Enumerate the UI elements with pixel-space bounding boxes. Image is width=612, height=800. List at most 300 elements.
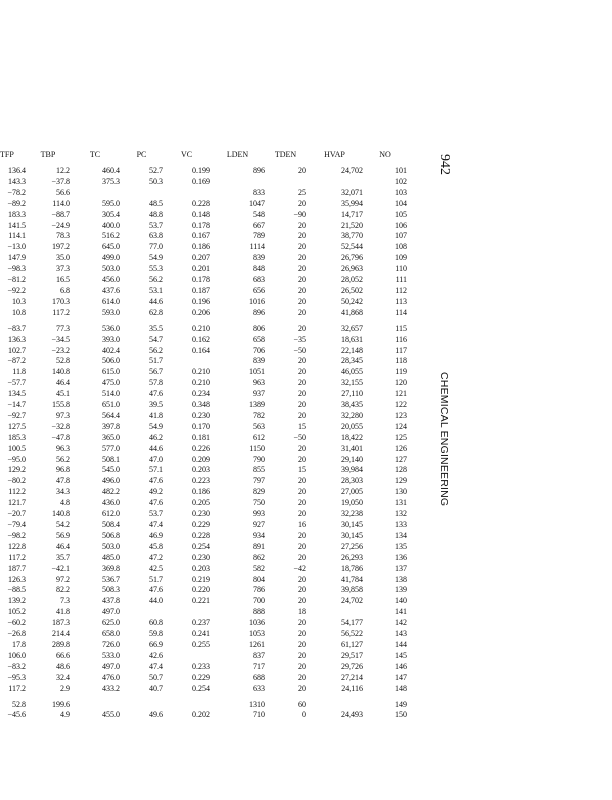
table-cell-no: 147	[395, 672, 407, 682]
table-cell-no: 123	[395, 410, 407, 420]
table-cell-tden: 0	[302, 710, 306, 720]
table-cell-tden: 20	[298, 275, 306, 285]
table-cell-tden: 20	[298, 285, 306, 295]
table-cell-tden: 20	[298, 683, 306, 693]
table-cell-tden: 15	[298, 465, 306, 475]
table-cell-tfp: 114.1	[8, 231, 26, 241]
table-cell-vc	[163, 700, 210, 711]
table-cell-lden: 804	[253, 574, 265, 584]
table-cell-pc: 47.4	[149, 661, 163, 671]
table-cell-lden: 806	[253, 323, 265, 333]
table-cell-tbp: 6.8	[60, 285, 70, 295]
table-row	[0, 335, 407, 346]
table-cell-tbp: 35.7	[56, 552, 70, 562]
table-cell-tc: 516.2	[102, 231, 120, 241]
table-cell-tden: 20	[298, 585, 306, 595]
table-row	[0, 607, 407, 618]
table-cell-tden: 20	[298, 574, 306, 584]
table-cell-lden: 548	[253, 209, 265, 219]
table-cell-no: 136	[395, 552, 407, 562]
table-cell-tfp: −88.5	[7, 585, 26, 595]
table-row	[0, 264, 407, 275]
table-cell-no: 144	[395, 639, 407, 649]
table-cell-no: 124	[395, 421, 407, 431]
table-cell-vc: 0.229	[192, 520, 210, 529]
table-cell-tfp: −83.2	[7, 661, 26, 671]
table-cell-hvap: 46,055	[341, 367, 363, 377]
table-cell-lden: 937	[253, 389, 265, 399]
table-cell-tden: 20	[298, 639, 306, 649]
table-cell-hvap: 22,148	[341, 345, 363, 355]
table-cell-vc: 0.167	[192, 231, 210, 241]
table-cell-no: 130	[395, 487, 407, 497]
table-cell-tbp: 66.6	[56, 650, 70, 660]
table-row	[0, 651, 407, 662]
table-row	[0, 188, 407, 199]
table-cell-vc: 0.201	[192, 264, 210, 274]
table-cell-pc: 63.8	[149, 231, 163, 241]
table-cell-pc: 40.7	[149, 683, 163, 693]
table-cell-hvap: 39,858	[341, 585, 363, 595]
table-row	[0, 585, 407, 596]
table-cell-tden: 20	[298, 530, 306, 540]
table-cell-tbp: 77.3	[56, 323, 70, 333]
table-cell-tbp: 7.3	[60, 596, 70, 606]
table-cell-vc: 0.196	[192, 296, 210, 306]
table-cell-no: 125	[395, 432, 407, 442]
table-cell-hvap: 31,401	[341, 443, 363, 453]
table-cell-tbp: −37.8	[51, 176, 70, 186]
table-cell-tfp: 121.7	[8, 498, 26, 508]
table-cell-pc: 44.6	[149, 443, 163, 453]
table-cell-no: 117	[395, 345, 407, 355]
table-cell-tfp: 10.3	[12, 296, 26, 306]
table-row	[0, 640, 407, 651]
table-cell-tfp: 52.8	[12, 699, 26, 709]
table-cell-hvap: 39,984	[341, 465, 363, 475]
table-cell-no: 109	[395, 253, 407, 263]
table-cell-hvap: 56,522	[341, 629, 363, 639]
table-cell-lden: 717	[253, 661, 265, 671]
table-row	[0, 286, 407, 297]
table-cell-tc: 305.4	[102, 209, 120, 219]
table-cell-pc: 51.7	[149, 574, 163, 584]
table-cell-tden: 20	[298, 672, 306, 682]
table-cell-tfp: 185.3	[8, 432, 26, 442]
table-cell-vc: 0.209	[192, 454, 210, 464]
table-cell-tc: 508.1	[102, 454, 120, 464]
table-cell-tfp: 100.5	[8, 443, 26, 453]
table-cell-tfp: 17.8	[12, 639, 26, 649]
table-cell-hvap: 26,963	[341, 264, 363, 274]
table-row	[0, 520, 407, 531]
table-cell-tden: 20	[298, 618, 306, 628]
table-row	[0, 433, 407, 444]
table-cell-tc: 433.2	[102, 683, 120, 693]
table-row	[0, 389, 407, 400]
table-cell-hvap: 50,242	[341, 296, 363, 306]
table-cell-hvap: 24,493	[341, 710, 363, 720]
table-cell-tc: 497.0	[102, 661, 120, 671]
table-cell-no: 137	[395, 563, 407, 573]
table-cell-vc	[163, 188, 210, 199]
table-cell-tbp: 289.8	[52, 639, 70, 649]
table-cell-vc: 0.230	[192, 410, 210, 420]
table-cell-tden: 20	[298, 410, 306, 420]
table-row	[0, 242, 407, 253]
table-cell-no: 146	[395, 661, 407, 671]
table-cell-no: 142	[395, 618, 407, 628]
table-cell-pc: 53.7	[149, 220, 163, 230]
table-cell-tfp: −92.7	[7, 410, 26, 420]
table-cell-lden: 782	[253, 410, 265, 420]
table-cell-hvap: 32,071	[341, 187, 363, 197]
table-cell-tfp: 105.2	[8, 607, 26, 617]
table-cell-lden: 1261	[249, 639, 265, 649]
table-cell-tfp: −98.3	[7, 264, 26, 274]
table-cell-pc: 54.9	[149, 253, 163, 263]
table-cell-lden: 706	[253, 345, 265, 355]
table-cell-hvap: 18,422	[341, 432, 363, 442]
table-cell-hvap: 38,435	[341, 400, 363, 410]
table-row	[0, 253, 407, 264]
table-cell-no: 139	[395, 585, 407, 595]
table-cell-tc: 482.2	[102, 487, 120, 497]
table-cell-tden: 20	[298, 498, 306, 508]
table-cell-tden: −50	[293, 345, 306, 355]
table-cell-tc: 645.0	[102, 242, 120, 252]
table-cell-vc: 0.162	[192, 334, 210, 344]
table-cell-tbp: 52.8	[56, 356, 70, 366]
table-cell-vc: 0.230	[192, 552, 210, 562]
table-cell-pc: 50.7	[149, 672, 163, 682]
table-cell-tbp: 187.3	[52, 618, 70, 628]
table-cell-tc: 476.0	[102, 672, 120, 682]
table-cell-hvap: 28,345	[341, 356, 363, 366]
table-cell-pc: 44.6	[149, 296, 163, 306]
table-cell-tc: 485.0	[102, 552, 120, 562]
table-cell-tden: −90	[293, 209, 306, 219]
table-row	[0, 199, 407, 210]
table-cell-lden: 667	[253, 220, 265, 230]
table-cell-tfp: 187.7	[8, 563, 26, 573]
table-cell-vc: 0.210	[192, 367, 210, 377]
table-cell-tden: 20	[298, 629, 306, 639]
table-cell-tfp: −26.8	[7, 629, 26, 639]
table-cell-pc: 46.9	[149, 530, 163, 540]
table-cell-tc: 437.8	[102, 596, 120, 606]
table-cell-tfp: −80.2	[7, 476, 26, 486]
table-cell-tden: 25	[298, 187, 306, 197]
table-cell-tc: 595.0	[102, 198, 120, 208]
table-row	[0, 509, 407, 520]
table-cell-pc: 57.8	[149, 378, 163, 388]
table-cell-tfp: −87.2	[7, 356, 26, 366]
table-cell-tfp: 141.5	[8, 220, 26, 230]
table-cell-hvap: 19,050	[341, 498, 363, 508]
table-cell-tden: 20	[298, 389, 306, 399]
table-cell-hvap: 28,303	[341, 476, 363, 486]
table-cell-lden: 993	[253, 509, 265, 519]
table-cell-tbp: 16.5	[56, 275, 70, 285]
table-cell-lden: 963	[253, 378, 265, 388]
table-cell-tden: 20	[298, 454, 306, 464]
table-cell-tc: 436.0	[102, 498, 120, 508]
table-cell-tc: 545.0	[102, 465, 120, 475]
table-cell-vc: 0.223	[192, 476, 210, 486]
table-cell-tden: 15	[298, 421, 306, 431]
table-cell-tfp: 136.3	[8, 334, 26, 344]
table-cell-tden: 20	[298, 166, 306, 175]
table-cell-tbp: 45.1	[56, 389, 70, 399]
table-cell-tbp: 97.3	[56, 410, 70, 420]
table-cell-tbp: 46.4	[56, 541, 70, 551]
table-cell-pc: 66.9	[149, 639, 163, 649]
table-cell-vc: 0.229	[192, 672, 210, 682]
table-cell-no: 114	[395, 307, 407, 317]
table-cell-tc	[70, 700, 120, 711]
table-cell-pc: 45.8	[149, 541, 163, 551]
table-cell-vc: 0.255	[192, 639, 210, 649]
table-row	[0, 542, 407, 553]
table-cell-tden: 20	[298, 552, 306, 562]
table-cell-tc: 514.0	[102, 389, 120, 399]
table-cell-tden: 20	[298, 220, 306, 230]
table-cell-pc: 56.2	[149, 275, 163, 285]
table-cell-pc: 47.2	[149, 552, 163, 562]
table-cell-hvap: 27,256	[341, 541, 363, 551]
table-cell-lden: 829	[253, 487, 265, 497]
table-cell-tden: 20	[298, 264, 306, 274]
table-row	[0, 465, 407, 476]
table-cell-lden: 837	[253, 650, 265, 660]
table-cell-hvap: 20,055	[341, 421, 363, 431]
table-row	[0, 618, 407, 629]
table-cell-hvap: 32,657	[341, 323, 363, 333]
table-cell-lden: 848	[253, 264, 265, 274]
table-cell-no: 140	[395, 596, 407, 606]
table-cell-lden: 1053	[249, 629, 265, 639]
table-cell-no: 126	[395, 443, 407, 453]
table-cell-tbp: 199.6	[52, 699, 70, 709]
table-cell-vc: 0.230	[192, 509, 210, 519]
table-cell-vc: 0.233	[192, 661, 210, 671]
table-cell-pc: 51.7	[149, 356, 163, 366]
table-cell-tc: 365.0	[102, 432, 120, 442]
table-cell-lden: 710	[253, 710, 265, 720]
table-cell-tfp: −45.6	[7, 710, 26, 720]
table-cell-pc: 39.5	[149, 400, 163, 410]
table-cell-pc: 48.5	[149, 198, 163, 208]
table-cell-tc: 455.0	[102, 710, 120, 720]
table-cell-no: 149	[395, 699, 407, 709]
table-cell-hvap: 32,238	[341, 509, 363, 519]
table-cell-hvap: 18,786	[341, 563, 363, 573]
table-cell-vc: 0.169	[192, 176, 210, 186]
table-cell-tc: 400.0	[102, 220, 120, 230]
table-cell-vc: 0.237	[192, 618, 210, 628]
table-cell-lden: 891	[253, 541, 265, 551]
table-cell-lden: 790	[253, 454, 265, 464]
table-cell-tc: 503.0	[102, 541, 120, 551]
table-cell-no: 122	[395, 400, 407, 410]
table-cell-lden: 927	[253, 520, 265, 529]
property-table	[0, 150, 407, 721]
table-cell-lden: 833	[253, 187, 265, 197]
table-cell-vc: 0.219	[192, 574, 210, 584]
table-cell-tbp: 4.8	[60, 498, 70, 508]
table-cell-tfp: 183.3	[8, 209, 26, 219]
table-cell-tbp: −32.8	[51, 421, 70, 431]
table-cell-tbp: 48.6	[56, 661, 70, 671]
table-cell-no: 110	[395, 264, 407, 274]
table-row	[0, 166, 407, 177]
table-cell-lden: 1310	[249, 699, 265, 709]
table-cell-tfp: 10.8	[12, 307, 26, 317]
table-cell-vc: 0.186	[192, 487, 210, 497]
table-cell-vc: 0.186	[192, 242, 210, 252]
table-cell-hvap: 35,994	[341, 198, 363, 208]
table-cell-pc: 55.3	[149, 264, 163, 274]
table-cell-tden: 20	[298, 509, 306, 519]
table-row	[0, 498, 407, 509]
table-cell-lden: 896	[253, 166, 265, 175]
table-row	[0, 231, 407, 242]
table-cell-tden: 18	[298, 607, 306, 617]
table-cell-vc: 0.164	[192, 345, 210, 355]
table-cell-lden: 1114	[249, 242, 265, 252]
table-cell-tden: 20	[298, 231, 306, 241]
col-header-tbp: TBP	[40, 150, 56, 159]
table-cell-pc	[120, 607, 163, 618]
col-header-tfp: TFP	[0, 150, 14, 159]
table-cell-tfp: −95.3	[7, 672, 26, 682]
table-cell-tden: 20	[298, 323, 306, 333]
table-cell-lden: 656	[253, 285, 265, 295]
col-header-no: NO	[379, 150, 391, 159]
table-cell-tc: 475.0	[102, 378, 120, 388]
table-cell-tden	[265, 177, 306, 188]
table-cell-pc: 60.8	[149, 618, 163, 628]
table-cell-tden: 20	[298, 307, 306, 317]
table-cell-tc: 612.0	[102, 509, 120, 519]
table-row	[0, 297, 407, 308]
table-cell-no: 101	[395, 166, 407, 175]
table-cell-tbp: 96.8	[56, 465, 70, 475]
table-cell-pc: 62.8	[149, 307, 163, 317]
table-cell-pc: 46.2	[149, 432, 163, 442]
table-cell-no: 112	[395, 285, 407, 295]
table-cell-hvap: 18,631	[341, 334, 363, 344]
table-row	[0, 422, 407, 433]
table-cell-tden: 20	[298, 487, 306, 497]
table-cell-pc: 47.4	[149, 520, 163, 529]
table-cell-lden: 1047	[249, 198, 265, 208]
table-cell-lden: 563	[253, 421, 265, 431]
table-cell-lden: 789	[253, 231, 265, 241]
table-cell-lden: 582	[253, 563, 265, 573]
table-cell-hvap: 29,726	[341, 661, 363, 671]
table-cell-hvap	[306, 607, 363, 618]
table-cell-tc: 726.0	[102, 639, 120, 649]
table-cell-vc: 0.234	[192, 389, 210, 399]
table-cell-tbp: −47.8	[51, 432, 70, 442]
table-cell-tfp: −83.7	[7, 323, 26, 333]
table-cell-pc: 42.5	[149, 563, 163, 573]
table-cell-tden: 20	[298, 400, 306, 410]
table-cell-tfp: −60.2	[7, 618, 26, 628]
table-cell-no: 141	[395, 607, 407, 617]
table-cell-tc: 625.0	[102, 618, 120, 628]
table-cell-tbp: 214.4	[52, 629, 70, 639]
table-cell-lden: 855	[253, 465, 265, 475]
table-cell-tc: 615.0	[102, 367, 120, 377]
table-cell-tden: 20	[298, 443, 306, 453]
table-cell-tfp: −20.7	[7, 509, 26, 519]
table-cell-lden: 797	[253, 476, 265, 486]
table-cell-hvap: 29,517	[341, 650, 363, 660]
table-cell-no: 104	[395, 198, 407, 208]
table-cell-no: 119	[395, 367, 407, 377]
table-cell-tc: 508.4	[102, 520, 120, 529]
table-cell-tfp: 117.2	[8, 552, 26, 562]
table-cell-pc: 77.0	[149, 242, 163, 252]
table-cell-tden: 60	[298, 699, 306, 709]
table-row	[0, 710, 407, 721]
table-cell-tfp: −79.4	[7, 520, 26, 529]
table-cell-hvap	[306, 177, 363, 188]
table-cell-hvap: 30,145	[341, 530, 363, 540]
table-cell-lden: 1016	[249, 296, 265, 306]
table-cell-tbp: 41.8	[56, 607, 70, 617]
table-cell-pc: 57.1	[149, 465, 163, 475]
table-cell-lden: 633	[253, 683, 265, 693]
table-cell-no: 107	[395, 231, 407, 241]
table-cell-pc	[120, 700, 163, 711]
table-cell-tc: 506.0	[102, 356, 120, 366]
table-cell-pc: 47.6	[149, 585, 163, 595]
table-cell-tbp: 12.2	[56, 166, 70, 175]
table-cell-tbp: 46.4	[56, 378, 70, 388]
table-cell-no: 103	[395, 187, 407, 197]
table-row	[0, 275, 407, 286]
table-cell-lden: 612	[253, 432, 265, 442]
table-cell-tbp: −88.7	[51, 209, 70, 219]
table-cell-tc: 499.0	[102, 253, 120, 263]
table-cell-no: 120	[395, 378, 407, 388]
table-cell-vc: 0.228	[192, 530, 210, 540]
table-cell-no: 150	[395, 710, 407, 720]
table-cell-tc: 437.6	[102, 285, 120, 295]
table-cell-tfp: 127.5	[8, 421, 26, 431]
table-cell-lden: 839	[253, 253, 265, 263]
table-cell-no: 143	[395, 629, 407, 639]
table-cell-vc: 0.254	[192, 683, 210, 693]
table-cell-tc: 533.0	[102, 650, 120, 660]
table-cell-vc: 0.178	[192, 220, 210, 230]
table-cell-tc: 614.0	[102, 296, 120, 306]
table-cell-tc: 508.3	[102, 585, 120, 595]
table-cell-tfp: −98.2	[7, 530, 26, 540]
table-cell-hvap: 29,140	[341, 454, 363, 464]
table-cell-pc: 41.8	[149, 410, 163, 420]
table-cell-tden: 20	[298, 596, 306, 606]
table-cell-tden: 20	[298, 541, 306, 551]
col-header-lden: LDEN	[226, 150, 249, 159]
table-cell-pc: 53.7	[149, 509, 163, 519]
table-cell-no: 128	[395, 465, 407, 475]
table-cell-tc: 506.8	[102, 530, 120, 540]
